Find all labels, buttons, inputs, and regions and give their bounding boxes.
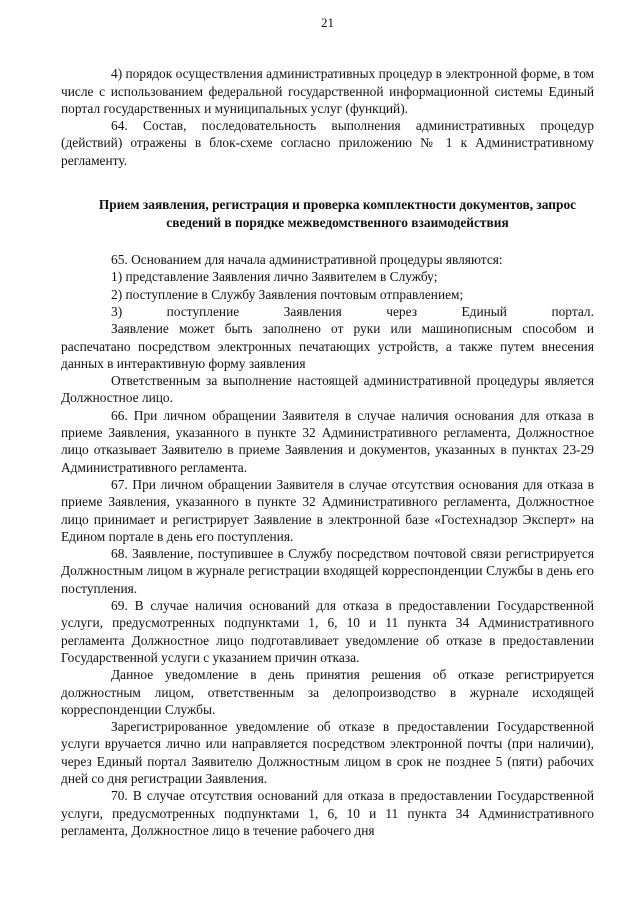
page-number: 21 <box>321 15 334 30</box>
paragraph-65-item-3 <box>61 303 594 320</box>
paragraph-64: 64. Состав, последовательность выполнения административных процедур (действий) отражены в блок-схеме согласно приложению № 1 к Административному регламенту. <box>61 118 594 168</box>
paragraph-item-4: 4) порядок осуществления административных процедур в электронной форме, в том числе с использованием федеральной государственной информационной системы Единый портал государственных и муниципальных услуг (функций). <box>61 66 594 116</box>
item-3-word: поступление <box>166 303 240 319</box>
item-3-word: Единый <box>461 303 507 319</box>
document-page <box>61 14 594 839</box>
paragraph-66: 66. При личном обращении Заявителя в случае наличия основания для отказа в приеме Заявления, указанного в пункте 32 Административного регламента, Должностное лицо отказывает Заявителю в приеме Заявления и документов, указанных в пунктах 23-29 Административного регламента. <box>61 407 594 475</box>
paragraph-application-form: Заявление может быть заполнено от руки или машинописным способом и распечатано посредством электронных печатающих устройств, а также путем внесения данных в интерактивную форму заявления <box>61 321 594 371</box>
paragraph-notice-delivery: Зарегистрированное уведомление об отказе в предоставлении Государственной услуги вручается лично или направляется посредством электронной почты (при наличии), через Единый портал Заявителю Должностным лицом в срок не позднее 5 (пяти) рабочих дней со дня регистрации Заявления. <box>61 719 594 786</box>
paragraph-responsible: Ответственным за выполнение настоящей административной процедуры является Должностное лицо. <box>61 373 594 406</box>
paragraph-65-intro: 65. Основанием для начала административной процедуры являются: <box>111 252 503 268</box>
paragraph-68: 68. Заявление, поступившее в Службу посредством почтовой связи регистрируется Должностным лицом в журнале регистрации входящей корреспонденции Службы в день его поступления. <box>61 546 594 596</box>
item-3-word: портал. <box>551 303 594 319</box>
paragraph-65-item-2: 2) поступление в Службу Заявления почтовым отправлением; <box>111 286 464 302</box>
section-heading: Прием заявления, регистрация и проверка комплектности документов, запрос сведений в порядке межведомственного взаимодействия <box>98 197 577 230</box>
item-3-word: Заявления <box>283 303 342 319</box>
paragraph-65-item-1: 1) представление Заявления лично Заявителем в Службу; <box>111 269 438 285</box>
item-3-word: через <box>386 303 417 319</box>
paragraph-notice-registration: Данное уведомление в день принятия решения об отказе регистрируется должностным лицом, ответственным за делопроизводство в журнале исходящей корреспонденции Службы. <box>61 667 594 717</box>
paragraph-69: 69. В случае наличия оснований для отказа в предоставлении Государственной услуги, предусмотренных подпунктами 1, 6, 10 и 11 пункта 34 Административного регламента Должностное лицо подготавливает уведомление об отказе в предоставлении Государственной услуги с указанием причин отказа. <box>61 598 594 665</box>
paragraph-67: 67. При личном обращении Заявителя в случае отсутствия основания для отказа в приеме Заявления, указанного в пункте 32 Административного регламента, Должностное лицо принимает и регистрирует Заявление в электронной базе «Гостехнадзор Эксперт» на Едином портале в день его поступления. <box>61 476 594 544</box>
paragraph-70: 70. В случае отсутствия оснований для отказа в предоставлении Государственной услуги, предусмотренных подпунктами 1, 6, 10 и 11 пункта 34 Административного регламента, Должностное лицо в течение рабочего дня <box>61 788 594 838</box>
item-3-word: 3) <box>111 303 123 319</box>
